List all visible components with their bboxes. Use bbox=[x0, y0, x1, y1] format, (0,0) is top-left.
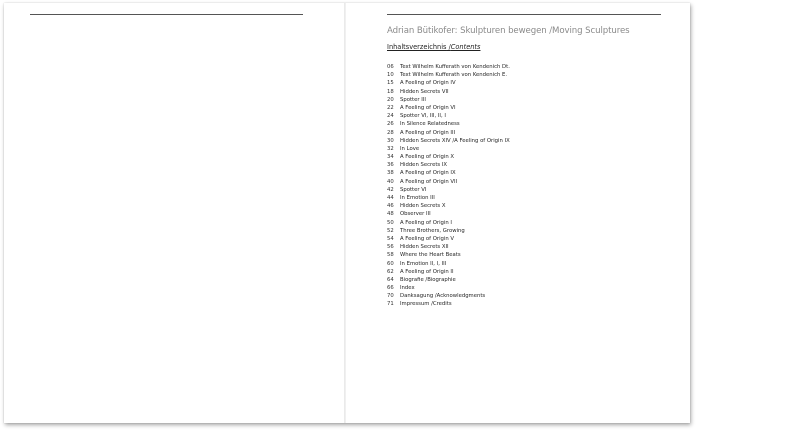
toc-entry-title: A Feeling of Origin VI bbox=[400, 104, 456, 111]
toc-entry-title: Hidden Secrets VII bbox=[400, 88, 449, 95]
toc-entry bbox=[387, 186, 510, 194]
toc-page-number: 66 bbox=[387, 285, 394, 292]
toc-entry-title: Index bbox=[400, 285, 415, 292]
toc-page-number: 18 bbox=[387, 88, 394, 95]
book-spread bbox=[4, 3, 690, 423]
toc-entry bbox=[387, 251, 510, 259]
toc-page-number: 71 bbox=[387, 301, 394, 308]
toc-entry bbox=[387, 137, 510, 145]
toc-entry-title: A Feeling of Origin IX bbox=[400, 170, 456, 177]
toc-entry-title: In Emotion II, I, III bbox=[400, 260, 447, 267]
toc-entry-title: Hidden Secrets XII bbox=[400, 244, 449, 251]
header-rule-left bbox=[30, 14, 303, 15]
toc-entry-title: Where the Heart Beats bbox=[400, 252, 461, 259]
toc-entry bbox=[387, 260, 510, 268]
toc-entry bbox=[387, 120, 510, 128]
toc-entry-title: A Feeling of Origin I bbox=[400, 219, 452, 226]
toc-entry bbox=[387, 210, 510, 218]
toc-entry bbox=[387, 71, 510, 79]
toc-entry bbox=[387, 268, 510, 276]
contents-heading bbox=[387, 43, 480, 51]
toc-entry bbox=[387, 202, 510, 210]
toc-page-number: 30 bbox=[387, 137, 394, 144]
contents-heading-separator: / bbox=[446, 43, 451, 51]
header-rule-right bbox=[387, 14, 661, 15]
toc-page-number: 46 bbox=[387, 203, 394, 210]
toc-entry-title: A Feeling of Origin X bbox=[400, 154, 455, 161]
toc-entry bbox=[387, 227, 510, 235]
toc-entry-title: A Feeling of Origin V bbox=[400, 235, 455, 242]
toc-entry bbox=[387, 112, 510, 120]
toc-page-number: 52 bbox=[387, 227, 394, 234]
toc-page-number: 62 bbox=[387, 268, 394, 275]
toc-entry bbox=[387, 292, 510, 300]
toc-entry bbox=[387, 169, 510, 177]
toc-page-number: 34 bbox=[387, 154, 394, 161]
toc-entry bbox=[387, 88, 510, 96]
toc-page-number: 26 bbox=[387, 121, 394, 128]
toc-page-number: 60 bbox=[387, 260, 394, 267]
toc-page-number: 44 bbox=[387, 195, 394, 201]
toc-entry-title: In Silence Relatedness bbox=[400, 121, 460, 128]
toc-entry bbox=[387, 243, 510, 251]
toc-entry-title: Spotter VI, III, II, I bbox=[400, 113, 446, 120]
toc-page-number: 42 bbox=[387, 186, 394, 193]
left-page bbox=[4, 3, 345, 423]
toc-entry bbox=[387, 235, 510, 243]
toc-entry bbox=[387, 178, 510, 186]
toc-entry-title: In Emotion III bbox=[400, 195, 435, 201]
table-of-contents bbox=[387, 63, 510, 309]
toc-entry-title: Text Wilhelm Kufferath von Kendenich Dt. bbox=[400, 64, 510, 70]
toc-entry bbox=[387, 194, 510, 202]
toc-page-number: 32 bbox=[387, 145, 394, 152]
toc-entry bbox=[387, 153, 510, 161]
toc-page-number: 50 bbox=[387, 219, 394, 226]
toc-entry-title: Spotter VI bbox=[400, 186, 427, 193]
toc-entry bbox=[387, 79, 510, 87]
toc-entry-title: A Feeling of Origin VII bbox=[400, 178, 458, 185]
toc-entry-title: Text Wilhelm Kufferath von Kendenich E. bbox=[400, 72, 508, 79]
toc-entry bbox=[387, 161, 510, 169]
toc-entry bbox=[387, 63, 510, 71]
toc-page-number: 54 bbox=[387, 235, 394, 242]
toc-entry bbox=[387, 145, 510, 153]
toc-entry bbox=[387, 104, 510, 112]
book-title: Adrian Bütikofer: Skulpturen bewegen /Moving Sculptures bbox=[387, 26, 630, 36]
toc-entry-title: Observer III bbox=[400, 211, 431, 218]
toc-page-number: 06 bbox=[387, 64, 394, 70]
toc-entry-title: Three Brothers, Growing bbox=[400, 227, 465, 234]
toc-page-number: 40 bbox=[387, 178, 394, 185]
toc-entry bbox=[387, 284, 510, 292]
toc-entry-title: Biografie /Biographie bbox=[400, 276, 456, 283]
toc-entry-title: Danksagung /Acknowledgments bbox=[400, 293, 486, 300]
toc-entry bbox=[387, 276, 510, 284]
toc-page-number: 15 bbox=[387, 80, 394, 87]
toc-page-number: 36 bbox=[387, 162, 394, 169]
toc-page-number: 58 bbox=[387, 252, 394, 259]
contents-heading-de: Inhaltsverzeichnis bbox=[387, 43, 447, 51]
toc-page-number: 70 bbox=[387, 293, 394, 300]
right-page bbox=[345, 3, 690, 423]
toc-page-number: 20 bbox=[387, 96, 394, 103]
toc-entry-title: Hidden Secrets XIV /A Feeling of Origin IX bbox=[400, 137, 510, 144]
toc-entry-title: In Love bbox=[400, 145, 420, 152]
toc-page-number: 22 bbox=[387, 104, 394, 111]
toc-entry bbox=[387, 129, 510, 137]
toc-page-number: 28 bbox=[387, 129, 394, 136]
toc-entry-title: A Feeling of Origin II bbox=[400, 268, 454, 275]
toc-page-number: 64 bbox=[387, 276, 394, 283]
toc-entry-title: Impressum /Credits bbox=[400, 301, 452, 308]
toc-entry bbox=[387, 300, 510, 308]
contents-heading-en: Contents bbox=[450, 43, 481, 51]
toc-entry-title: A Feeling of Origin IV bbox=[400, 80, 456, 87]
toc-entry-title: Spotter III bbox=[400, 96, 426, 103]
toc-page-number: 38 bbox=[387, 170, 394, 177]
toc-entry bbox=[387, 219, 510, 227]
toc-entry-title: Hidden Secrets IX bbox=[400, 162, 448, 169]
toc-entry-title: A Feeling of Origin III bbox=[400, 129, 456, 136]
toc-page-number: 48 bbox=[387, 211, 394, 218]
toc-page-number: 56 bbox=[387, 244, 394, 251]
toc-entry-title: Hidden Secrets X bbox=[400, 203, 446, 210]
toc-entry bbox=[387, 96, 510, 104]
toc-page-number: 24 bbox=[387, 113, 394, 120]
toc-page-number: 10 bbox=[387, 72, 394, 79]
